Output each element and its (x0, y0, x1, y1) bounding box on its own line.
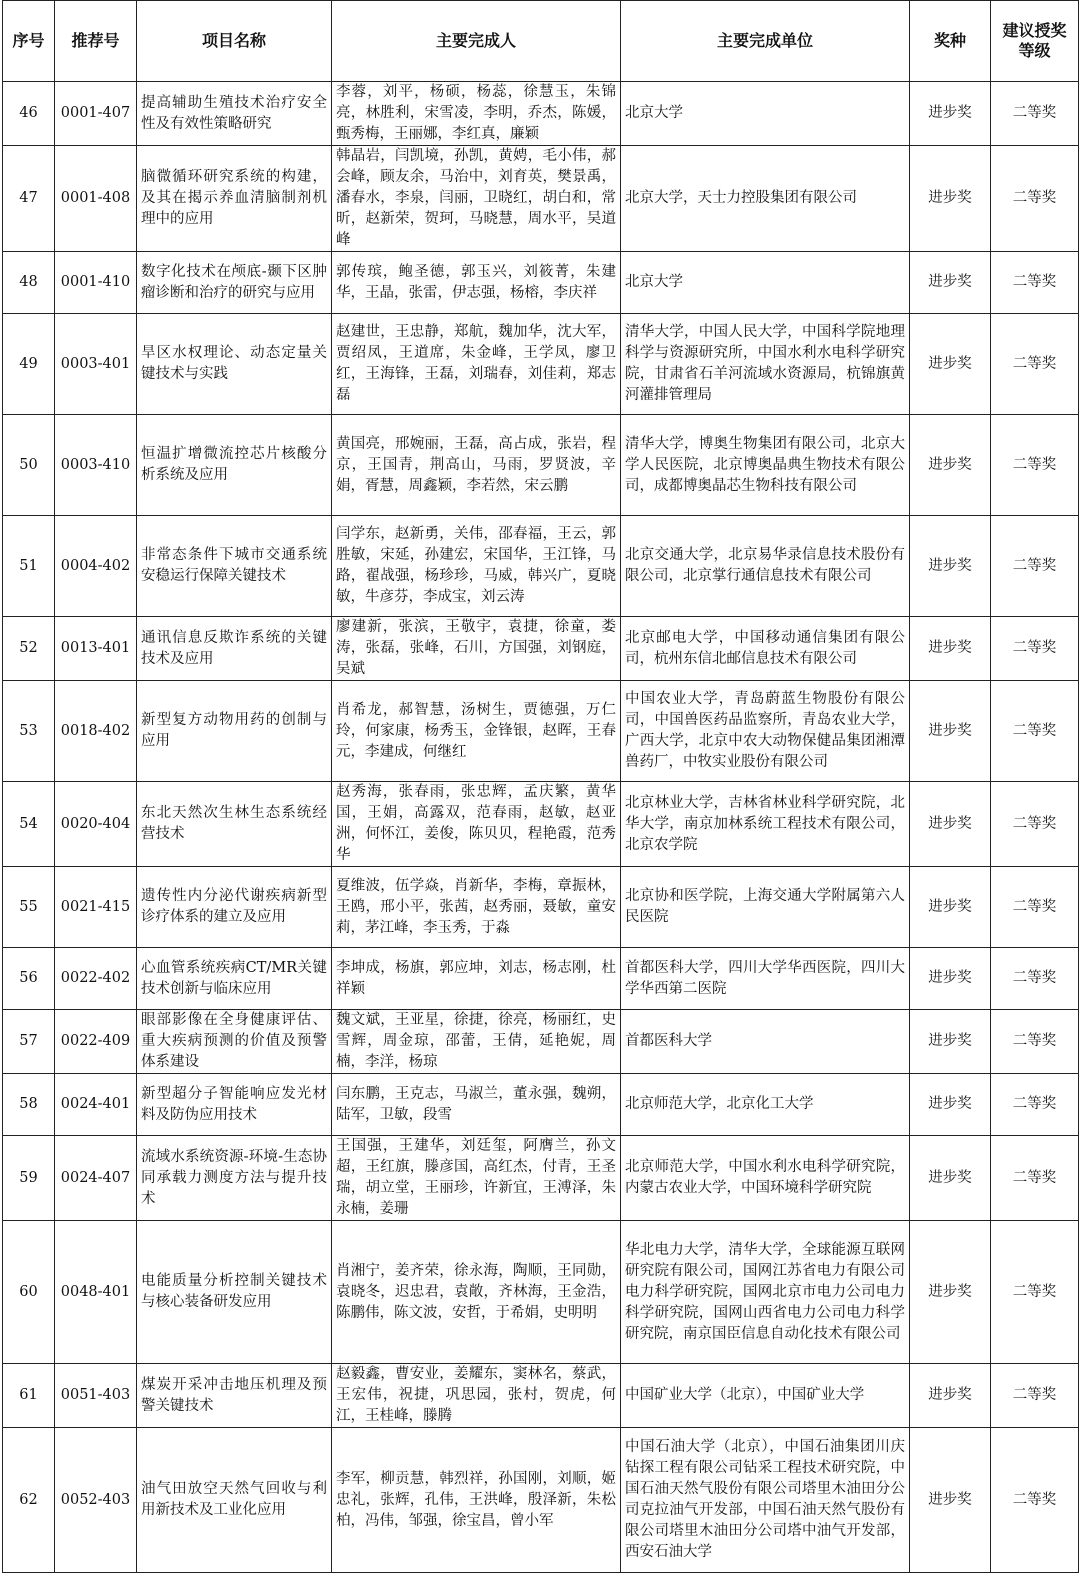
cell-units: 北京交通大学，北京易华录信息技术股份有限公司，北京掌行通信息技术有限公司 (621, 516, 910, 617)
table-row (3, 617, 1079, 681)
cell-serial: 49 (3, 314, 55, 415)
header-recommend-no: 推荐号 (55, 1, 137, 82)
cell-units: 北京大学 (621, 252, 910, 314)
cell-recommend-no: 0024-407 (55, 1136, 137, 1221)
cell-recommend-no: 0003-401 (55, 314, 137, 415)
cell-units: 中国矿业大学（北京），中国矿业大学 (621, 1364, 910, 1428)
cell-units: 首都医科大学，四川大学华西医院，四川大学华西第二医院 (621, 948, 910, 1010)
cell-award-type: 进步奖 (910, 948, 991, 1010)
cell-units: 首都医科大学 (621, 1010, 910, 1074)
cell-units: 中国石油大学（北京），中国石油集团川庆钻探工程有限公司钻采工程技术研究院，中国石油天然气股份有限公司塔里木油田分公司克拉油气开发部，中国石油天然气股份有限公司塔里木油田分公司塔中油气开发部，西安石油大学 (621, 1428, 910, 1573)
cell-project-name: 东北天然次生林生态系统经营技术 (137, 782, 332, 867)
cell-units: 北京师范大学，中国水利水电科学研究院，内蒙古农业大学，中国环境科学研究院 (621, 1136, 910, 1221)
cell-serial: 46 (3, 82, 55, 146)
cell-recommend-no: 0024-401 (55, 1074, 137, 1136)
cell-recommend-no: 0051-403 (55, 1364, 137, 1428)
cell-serial: 60 (3, 1221, 55, 1364)
table-row (3, 82, 1079, 146)
cell-recommend-no: 0013-401 (55, 617, 137, 681)
cell-units: 北京邮电大学，中国移动通信集团有限公司，杭州东信北邮信息技术有限公司 (621, 617, 910, 681)
cell-project-name: 非常态条件下城市交通系统安稳运行保障关键技术 (137, 516, 332, 617)
cell-award-grade: 二等奖 (991, 1221, 1079, 1364)
cell-serial: 62 (3, 1428, 55, 1573)
header-award-grade: 建议授奖等级 (991, 1, 1079, 82)
cell-recommend-no: 0052-403 (55, 1428, 137, 1573)
cell-recommend-no: 0003-410 (55, 415, 137, 516)
cell-award-grade: 二等奖 (991, 1364, 1079, 1428)
cell-project-name: 油气田放空天然气回收与利用新技术及工业化应用 (137, 1428, 332, 1573)
table-row (3, 516, 1079, 617)
cell-units: 北京大学，天士力控股集团有限公司 (621, 146, 910, 252)
table-row (3, 314, 1079, 415)
cell-units: 中国农业大学，青岛蔚蓝生物股份有限公司，中国兽医药品监察所，青岛农业大学，广西大学，北京中农大动物保健品集团湘潭兽药厂，中牧实业股份有限公司 (621, 681, 910, 782)
table-row (3, 1221, 1079, 1364)
cell-serial: 57 (3, 1010, 55, 1074)
cell-units: 北京师范大学，北京化工大学 (621, 1074, 910, 1136)
table-header-row (3, 1, 1079, 82)
cell-recommend-no: 0018-402 (55, 681, 137, 782)
cell-contributors: 李军，柳贡慧，韩烈祥，孙国刚，刘顺，姬忠礼，张辉，孔伟，王洪峰，殷泽新，朱松柏，冯伟，邹强，徐宝昌，曾小军 (332, 1428, 621, 1573)
cell-award-type: 进步奖 (910, 1221, 991, 1364)
cell-award-grade: 二等奖 (991, 252, 1079, 314)
cell-award-type: 进步奖 (910, 1428, 991, 1573)
table-row (3, 681, 1079, 782)
table-row (3, 867, 1079, 948)
cell-award-type: 进步奖 (910, 252, 991, 314)
table-row (3, 146, 1079, 252)
cell-contributors: 赵毅鑫，曹安业，姜耀东，窦林名，蔡武，王宏伟，祝捷，巩思园，张村，贺虎，何江，王桂峰，滕腾 (332, 1364, 621, 1428)
table-row (3, 415, 1079, 516)
cell-award-type: 进步奖 (910, 1136, 991, 1221)
cell-award-type: 进步奖 (910, 617, 991, 681)
cell-award-grade: 二等奖 (991, 1136, 1079, 1221)
cell-contributors: 李蓉，刘平，杨硕，杨蕊，徐慧玉，朱锦亮，林胜利，宋雪凌，李明，乔杰，陈媛，甄秀梅，王丽娜，李红真，廉颖 (332, 82, 621, 146)
award-table (2, 0, 1079, 1573)
header-project-name: 项目名称 (137, 1, 332, 82)
cell-contributors: 闫学东，赵新勇，关伟，邵春福，王云，郭胜敏，宋延，孙建宏，宋国华，王江锋，马路，翟战强，杨珍珍，马威，韩兴广，夏晓敏，牛彦芬，李成宝，刘云涛 (332, 516, 621, 617)
cell-award-type: 进步奖 (910, 415, 991, 516)
cell-project-name: 恒温扩增微流控芯片核酸分析系统及应用 (137, 415, 332, 516)
cell-contributors: 李坤成，杨旗，郭应坤，刘志，杨志刚，杜祥颖 (332, 948, 621, 1010)
cell-project-name: 电能质量分析控制关键技术与核心装备研发应用 (137, 1221, 332, 1364)
table-row (3, 1074, 1079, 1136)
table-row (3, 252, 1079, 314)
cell-recommend-no: 0048-401 (55, 1221, 137, 1364)
cell-units: 清华大学，中国人民大学，中国科学院地理科学与资源研究所，中国水利水电科学研究院，甘肃省石羊河流域水资源局，杭锦旗黄河灌排管理局 (621, 314, 910, 415)
cell-contributors: 肖希龙，郝智慧，汤树生，贾德强，万仁玲，何家康，杨秀玉，金锋银，赵晖，王春元，李建成，何继红 (332, 681, 621, 782)
cell-serial: 59 (3, 1136, 55, 1221)
cell-contributors: 闫东鹏，王克志，马淑兰，董永强，魏朔，陆军，卫敏，段雪 (332, 1074, 621, 1136)
cell-contributors: 赵建世，王忠静，郑航，魏加华，沈大军，贾绍凤，王道席，朱金峰，王学凤，廖卫红，王海锋，王磊，刘瑞春，刘佳莉，郑志磊 (332, 314, 621, 415)
table-row (3, 782, 1079, 867)
cell-contributors: 韩晶岩，闫凯境，孙凯，黄娉，毛小伟，郝会峰，顾友余，马治中，刘育英，樊景禹，潘春水，李泉，闫丽，卫晓红，胡白和，常昕，赵新荣，贺珂，马晓慧，周水平，吴道峰 (332, 146, 621, 252)
table-row (3, 1136, 1079, 1221)
header-main-contributors: 主要完成人 (332, 1, 621, 82)
cell-award-type: 进步奖 (910, 82, 991, 146)
cell-award-grade: 二等奖 (991, 681, 1079, 782)
cell-contributors: 廖建新，张滨，王敬宇，袁捷，徐童，娄涛，张磊，张峰，石川，方国强，刘钢庭，吴斌 (332, 617, 621, 681)
cell-contributors: 夏维波，伍学焱，肖新华，李梅，章振林，王鸥，邢小平，张茜，赵秀丽，聂敏，童安莉，茅江峰，李玉秀，于淼 (332, 867, 621, 948)
cell-serial: 48 (3, 252, 55, 314)
cell-contributors: 王国强，王建华，刘廷玺，阿膺兰，孙文超，王红旗，滕彦国，高红杰，付青，王圣瑞，胡立堂，王丽珍，许新宜，王溥泽，朱永楠，姜珊 (332, 1136, 621, 1221)
cell-units: 北京协和医学院，上海交通大学附属第六人民医院 (621, 867, 910, 948)
header-main-units: 主要完成单位 (621, 1, 910, 82)
cell-project-name: 脑微循环研究系统的构建，及其在揭示养血清脑制剂机理中的应用 (137, 146, 332, 252)
cell-contributors: 赵秀海，张春雨，张忠辉，孟庆繁，黄华国，王娟，高露双，范春雨，赵敏，赵亚洲，何怀江，姜俊，陈贝贝，程艳霞，范秀华 (332, 782, 621, 867)
cell-serial: 50 (3, 415, 55, 516)
cell-project-name: 心血管系统疾病CT/MR关键技术创新与临床应用 (137, 948, 332, 1010)
cell-award-grade: 二等奖 (991, 82, 1079, 146)
cell-project-name: 煤炭开采冲击地压机理及预警关键技术 (137, 1364, 332, 1428)
cell-serial: 53 (3, 681, 55, 782)
cell-contributors: 郭传瑸，鲍圣德，郭玉兴，刘筱菁，朱建华，王晶，张雷，伊志强，杨榕，李庆祥 (332, 252, 621, 314)
cell-award-type: 进步奖 (910, 782, 991, 867)
table-row (3, 948, 1079, 1010)
cell-award-grade: 二等奖 (991, 782, 1079, 867)
cell-project-name: 通讯信息反欺诈系统的关键技术及应用 (137, 617, 332, 681)
cell-project-name: 流域水系统资源-环境-生态协同承载力测度方法与提升技术 (137, 1136, 332, 1221)
cell-project-name: 新型复方动物用药的创制与应用 (137, 681, 332, 782)
cell-project-name: 新型超分子智能响应发光材料及防伪应用技术 (137, 1074, 332, 1136)
cell-recommend-no: 0001-407 (55, 82, 137, 146)
cell-recommend-no: 0022-402 (55, 948, 137, 1010)
cell-award-type: 进步奖 (910, 867, 991, 948)
header-award-type: 奖种 (910, 1, 991, 82)
cell-award-type: 进步奖 (910, 1074, 991, 1136)
cell-serial: 51 (3, 516, 55, 617)
cell-serial: 54 (3, 782, 55, 867)
cell-award-type: 进步奖 (910, 681, 991, 782)
cell-project-name: 遗传性内分泌代谢疾病新型诊疗体系的建立及应用 (137, 867, 332, 948)
cell-serial: 47 (3, 146, 55, 252)
cell-units: 北京林业大学，吉林省林业科学研究院，北华大学，南京加林系统工程技术有限公司，北京农学院 (621, 782, 910, 867)
cell-recommend-no: 0001-410 (55, 252, 137, 314)
cell-award-grade: 二等奖 (991, 1428, 1079, 1573)
cell-recommend-no: 0020-404 (55, 782, 137, 867)
cell-award-type: 进步奖 (910, 516, 991, 617)
cell-units: 华北电力大学，清华大学，全球能源互联网研究院有限公司，国网江苏省电力有限公司电力科学研究院，国网北京市电力公司电力科学研究院，国网山西省电力公司电力科学研究院，南京国臣信息自动化技术有限公司 (621, 1221, 910, 1364)
cell-award-grade: 二等奖 (991, 617, 1079, 681)
cell-project-name: 旱区水权理论、动态定量关键技术与实践 (137, 314, 332, 415)
header-serial: 序号 (3, 1, 55, 82)
cell-award-grade: 二等奖 (991, 516, 1079, 617)
cell-serial: 61 (3, 1364, 55, 1428)
cell-recommend-no: 0021-415 (55, 867, 137, 948)
cell-award-type: 进步奖 (910, 1364, 991, 1428)
cell-award-grade: 二等奖 (991, 314, 1079, 415)
cell-recommend-no: 0004-402 (55, 516, 137, 617)
cell-project-name: 提高辅助生殖技术治疗安全性及有效性策略研究 (137, 82, 332, 146)
cell-serial: 52 (3, 617, 55, 681)
cell-contributors: 黄国亮，邢婉丽，王磊，高占成，张岩，程京，王国青，荆高山，马雨，罗贤波，辛娟，胥慧，周鑫颖，李若然，宋云鹏 (332, 415, 621, 516)
cell-serial: 55 (3, 867, 55, 948)
cell-award-grade: 二等奖 (991, 867, 1079, 948)
cell-award-type: 进步奖 (910, 1010, 991, 1074)
cell-serial: 58 (3, 1074, 55, 1136)
cell-project-name: 数字化技术在颅底-颞下区肿瘤诊断和治疗的研究与应用 (137, 252, 332, 314)
cell-award-grade: 二等奖 (991, 146, 1079, 252)
cell-units: 清华大学，博奥生物集团有限公司，北京大学人民医院，北京博奥晶典生物技术有限公司，成都博奥晶芯生物科技有限公司 (621, 415, 910, 516)
cell-award-grade: 二等奖 (991, 948, 1079, 1010)
cell-award-type: 进步奖 (910, 314, 991, 415)
cell-award-grade: 二等奖 (991, 1010, 1079, 1074)
cell-award-grade: 二等奖 (991, 415, 1079, 516)
cell-serial: 56 (3, 948, 55, 1010)
cell-contributors: 魏文斌，王亚星，徐捷，徐亮，杨丽红，史雪辉，周金琼，邵蕾，王倩，延艳妮，周楠，李洋，杨琼 (332, 1010, 621, 1074)
table-row (3, 1428, 1079, 1573)
cell-contributors: 肖湘宁，姜齐荣，徐永海，陶顺，王同勋，袁晓冬，迟忠君，袁敞，齐林海，王金浩，陈鹏伟，陈文波，安哲，于希娟，史明明 (332, 1221, 621, 1364)
cell-recommend-no: 0022-409 (55, 1010, 137, 1074)
cell-recommend-no: 0001-408 (55, 146, 137, 252)
cell-units: 北京大学 (621, 82, 910, 146)
cell-award-type: 进步奖 (910, 146, 991, 252)
cell-project-name: 眼部影像在全身健康评估、重大疾病预测的价值及预警体系建设 (137, 1010, 332, 1074)
table-row (3, 1364, 1079, 1428)
table-row (3, 1010, 1079, 1074)
cell-award-grade: 二等奖 (991, 1074, 1079, 1136)
